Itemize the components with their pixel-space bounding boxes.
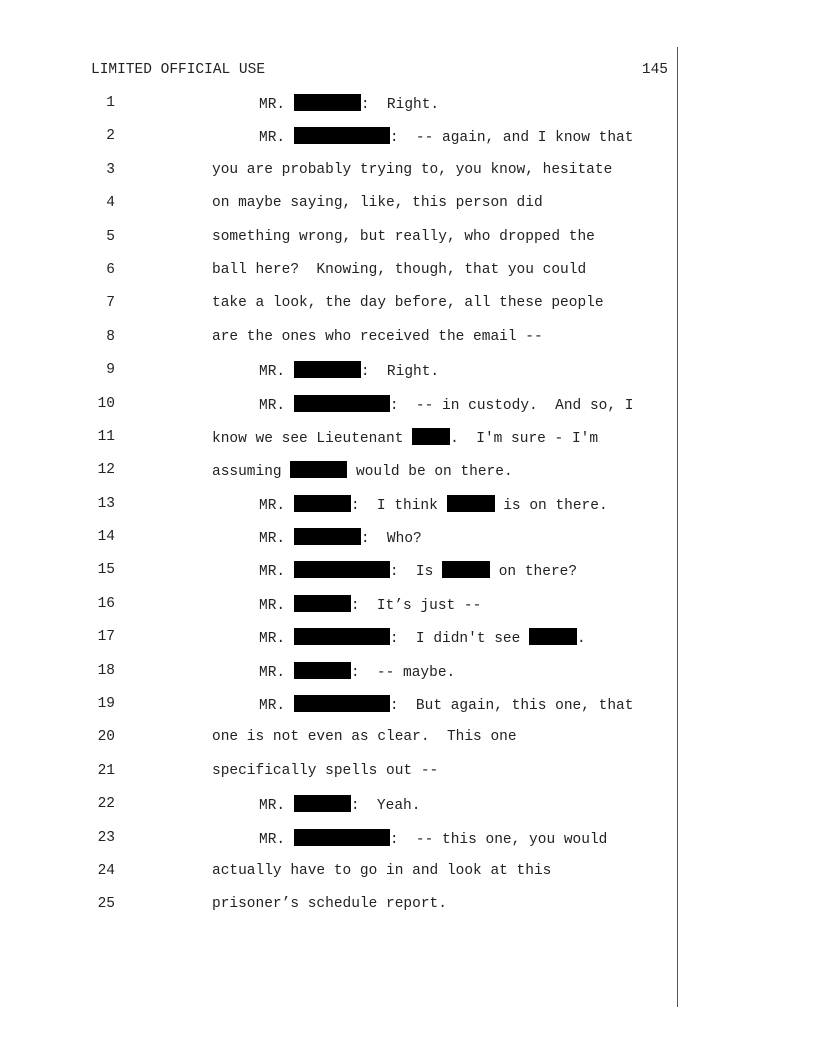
speaker-line-text — [259, 829, 607, 849]
text-segment: : Who? — [360, 531, 422, 548]
continuation-line-text — [212, 194, 543, 212]
text-segment: : Is — [389, 564, 443, 581]
line-number: 20 — [97, 729, 115, 746]
line-number: 22 — [97, 796, 115, 813]
redaction-bar — [294, 127, 390, 144]
transcript-line — [0, 628, 676, 661]
transcript-line — [0, 662, 676, 695]
speaker-line-text — [259, 395, 633, 415]
redaction-bar — [294, 361, 361, 378]
margin-rule — [677, 47, 678, 1007]
text-segment: assuming — [212, 464, 291, 481]
continuation-line-text — [212, 161, 612, 179]
text-segment: MR. — [259, 597, 294, 614]
line-number: 15 — [97, 562, 115, 579]
line-number: 12 — [97, 462, 115, 479]
continuation-line-text — [212, 461, 513, 481]
text-segment: : Right. — [360, 97, 440, 113]
redaction-bar — [442, 561, 490, 578]
transcript-line — [0, 762, 676, 795]
text-segment: : Yeah. — [350, 798, 421, 815]
transcript-line — [0, 261, 676, 294]
continuation-line-text — [212, 728, 517, 746]
text-segment: MR. — [259, 364, 294, 381]
transcript-line — [0, 294, 676, 327]
redaction-bar — [447, 495, 495, 512]
line-number: 11 — [97, 428, 115, 445]
speaker-line-text — [259, 795, 420, 815]
line-number: 16 — [97, 595, 115, 612]
transcript-line — [0, 94, 676, 127]
text-segment: : -- maybe. — [350, 664, 456, 681]
redaction-bar — [294, 94, 361, 111]
continuation-line-text — [212, 428, 598, 448]
transcript-line — [0, 428, 676, 461]
redaction-bar — [294, 561, 390, 578]
transcript-line — [0, 328, 676, 361]
text-segment: ball here? Knowing, though, that you could — [212, 261, 587, 278]
speaker-line-text — [259, 528, 422, 548]
transcript-line — [0, 895, 676, 928]
speaker-line-text — [259, 628, 586, 648]
redaction-bar — [294, 795, 351, 812]
text-segment: are the ones who received the email -- — [212, 328, 543, 345]
transcript-line — [0, 595, 676, 628]
redaction-bar — [412, 428, 450, 445]
text-segment: : -- this one, you would — [389, 831, 608, 848]
redaction-bar — [294, 695, 390, 712]
text-segment: : Right. — [360, 364, 440, 381]
text-segment: MR. — [259, 831, 294, 848]
speaker-line-text — [259, 662, 455, 682]
transcript-line — [0, 161, 676, 194]
speaker-line-text — [259, 495, 608, 515]
text-segment: one is not even as clear. This one — [212, 729, 517, 746]
line-number: 8 — [106, 328, 115, 345]
text-segment: on maybe saying, like, this person did — [212, 195, 543, 212]
line-number: 19 — [97, 696, 115, 713]
text-segment: . — [577, 631, 586, 648]
transcript-line — [0, 461, 676, 494]
continuation-line-text — [212, 862, 551, 880]
line-number: 23 — [97, 829, 115, 846]
text-segment: : I didn't see — [389, 631, 530, 648]
text-segment: would be on there. — [347, 464, 513, 481]
redaction-bar — [529, 628, 577, 645]
line-number: 5 — [106, 228, 115, 245]
redaction-bar — [294, 528, 361, 545]
line-number: 18 — [97, 662, 115, 679]
line-number: 14 — [97, 529, 115, 546]
speaker-line-text — [259, 127, 633, 147]
transcript-line — [0, 228, 676, 261]
text-segment: : But again, this one, that — [389, 698, 634, 715]
transcript-line — [0, 194, 676, 227]
text-segment: MR. — [259, 798, 294, 815]
speaker-line-text — [259, 695, 633, 715]
speaker-line-text — [259, 361, 439, 381]
text-segment: MR. — [259, 531, 294, 548]
text-segment: is on there. — [494, 497, 608, 514]
redaction-bar — [294, 595, 351, 612]
transcript-line — [0, 728, 676, 761]
line-number: 2 — [106, 128, 115, 145]
continuation-line-text — [212, 895, 447, 913]
transcript-line — [0, 528, 676, 561]
line-number: 24 — [97, 862, 115, 879]
text-segment: MR. — [259, 631, 294, 648]
continuation-line-text — [212, 294, 604, 312]
text-segment: take a look, the day before, all these people — [212, 295, 604, 312]
classification-header: LIMITED OFFICIAL USE — [91, 62, 266, 78]
transcript-line — [0, 829, 676, 862]
text-segment: : I think — [350, 497, 447, 514]
transcript-body — [0, 94, 676, 929]
continuation-line-text — [212, 228, 595, 246]
text-segment: specifically spells out -- — [212, 762, 439, 779]
transcript-line — [0, 561, 676, 594]
redaction-bar — [294, 395, 390, 412]
text-segment: : -- in custody. And so, I — [389, 397, 634, 414]
transcript-line — [0, 495, 676, 528]
line-number: 1 — [106, 95, 115, 111]
transcript-line — [0, 795, 676, 828]
text-segment: prisoner’s schedule report. — [212, 896, 447, 913]
line-number: 17 — [97, 629, 115, 646]
line-number: 25 — [97, 896, 115, 913]
line-number: 9 — [106, 362, 115, 379]
redaction-bar — [294, 829, 390, 846]
transcript-line — [0, 127, 676, 160]
text-segment: something wrong, but really, who dropped the — [212, 228, 595, 245]
continuation-line-text — [212, 261, 586, 279]
text-segment: MR. — [259, 130, 294, 147]
speaker-line-text — [259, 94, 439, 114]
page-number: 145 — [641, 62, 668, 78]
line-number: 13 — [97, 495, 115, 512]
speaker-line-text — [259, 561, 577, 581]
redaction-bar — [294, 495, 351, 512]
line-number: 7 — [106, 295, 115, 312]
text-segment: MR. — [259, 698, 294, 715]
text-segment: . I'm sure - I'm — [450, 430, 599, 447]
transcript-line — [0, 695, 676, 728]
text-segment: MR. — [259, 97, 294, 113]
continuation-line-text — [212, 328, 543, 346]
text-segment: on there? — [490, 564, 578, 581]
text-segment: : It’s just -- — [350, 597, 482, 614]
transcript-line — [0, 395, 676, 428]
redaction-bar — [294, 628, 390, 645]
text-segment: MR. — [259, 564, 294, 581]
text-segment: MR. — [259, 497, 294, 514]
speaker-line-text — [259, 595, 481, 615]
text-segment: actually have to go in and look at this — [212, 862, 552, 879]
continuation-line-text — [212, 762, 438, 780]
text-segment: you are probably trying to, you know, hesitate — [212, 161, 613, 178]
line-number: 6 — [106, 261, 115, 278]
redaction-bar — [290, 461, 347, 478]
transcript-line — [0, 862, 676, 895]
text-segment: know we see Lieutenant — [212, 430, 413, 447]
line-number: 21 — [97, 762, 115, 779]
text-segment: : -- again, and I know that — [389, 130, 634, 147]
text-segment: MR. — [259, 664, 294, 681]
line-number: 4 — [106, 195, 115, 212]
text-segment: MR. — [259, 397, 294, 414]
line-number: 3 — [106, 161, 115, 178]
redaction-bar — [294, 662, 351, 679]
line-number: 10 — [97, 395, 115, 412]
transcript-line — [0, 361, 676, 394]
